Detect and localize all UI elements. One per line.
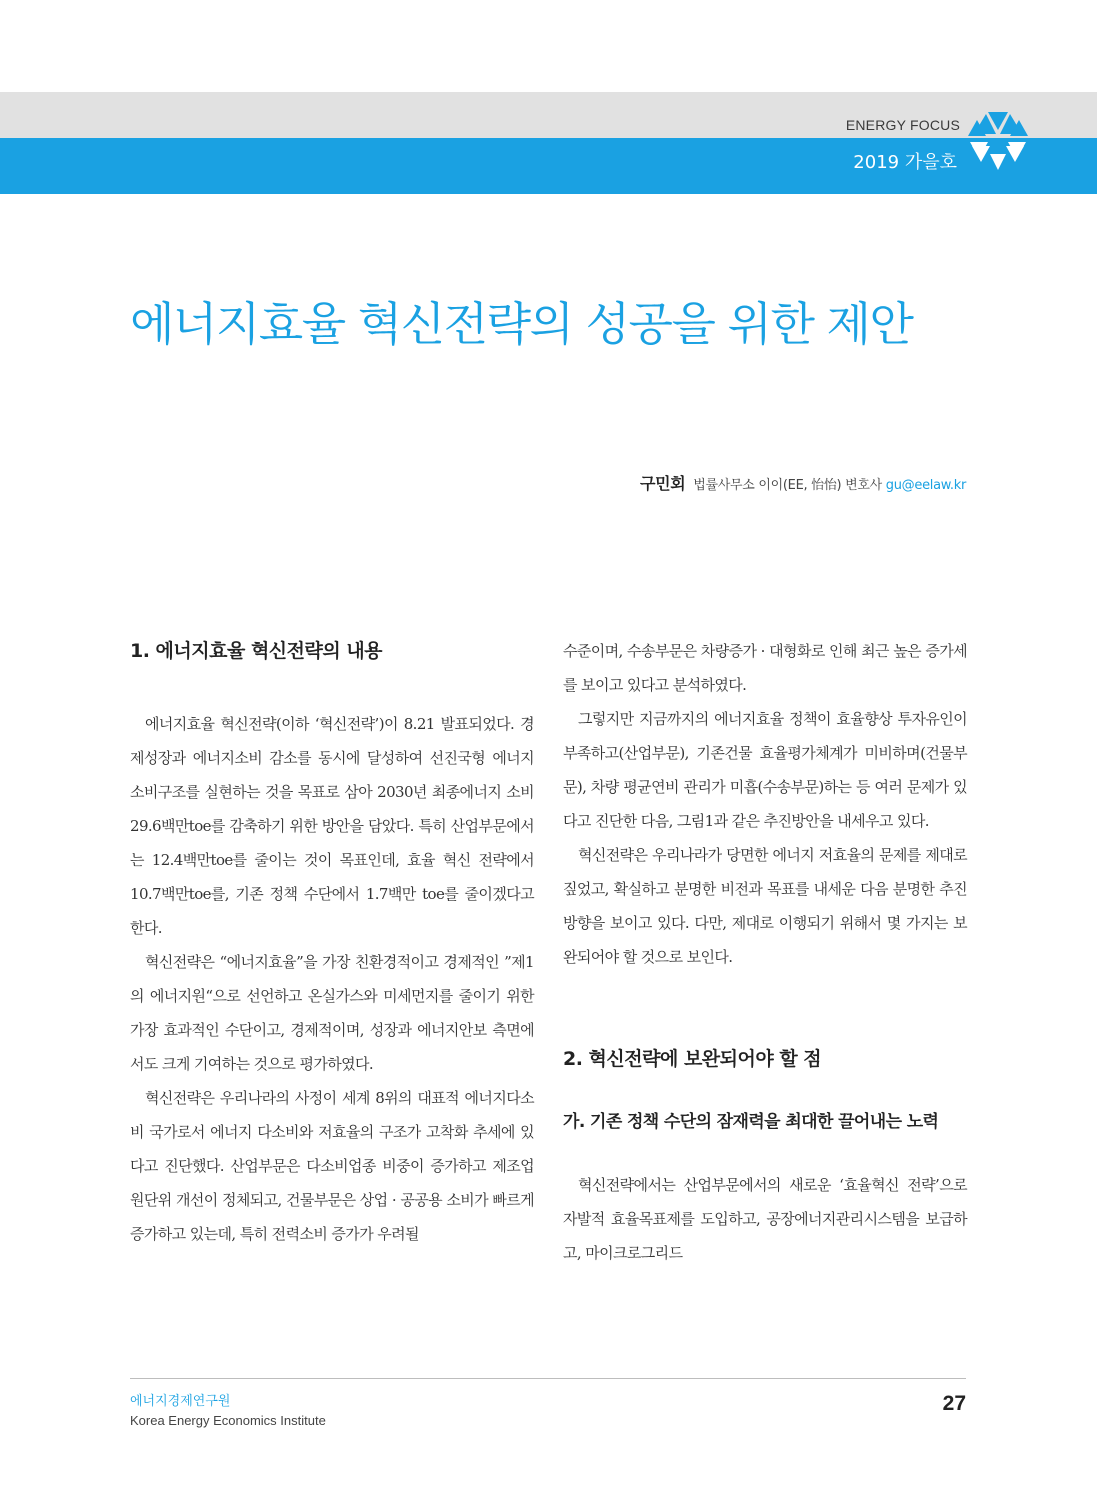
- section-1-heading: 1. 에너지효율 혁신전략의 내용: [130, 640, 383, 662]
- section-2-heading: 2. 혁신전략에 보완되어야 할 점: [563, 1048, 822, 1070]
- author-email[interactable]: gu@eelaw.kr: [885, 478, 966, 493]
- footer-org-english: Korea Energy Economics Institute: [130, 1413, 326, 1428]
- paragraph: 혁신전략에서는 산업부문에서의 새로운 ‘효율혁신 전략’으로 자발적 효율목표제를 도입하고, 공장에너지관리시스템을 보급하고, 마이크로그리드: [563, 1176, 967, 1262]
- paragraph: 혁신전략은 우리나라가 당면한 에너지 저효율의 문제를 제대로 짚었고, 확실하고 분명한 비전과 목표를 내세운 다음 분명한 추진 방향을 보이고 있다. 다만, 제대로 이행되기 위해서 몇 가지는 보완되어야 할 것으로 보인다.: [563, 846, 967, 966]
- author-affiliation: 법률사무소 이이(EE, 怡怡) 변호사: [693, 478, 882, 493]
- article-title: 에너지효율 혁신전략의 성공을 위한 제안: [130, 297, 913, 351]
- right-column: [563, 634, 967, 1270]
- triangles-logo-icon: [968, 110, 1028, 176]
- author-line: [640, 471, 966, 494]
- left-column: [130, 636, 534, 1251]
- paragraph: 그렇지만 지금까지의 에너지효율 정책이 효율향상 투자유인이 부족하고(산업부문), 기존건물 효율평가체계가 미비하며(건물부문), 차량 평균연비 관리가 미흡(수송부문)하는 등 여러 문제가 있다고 진단한 다음, 그림1과 같은 추진방안을 내세우고 있다.: [563, 710, 967, 830]
- footer-divider: [130, 1378, 966, 1379]
- paragraph: 수준이며, 수송부문은 차량증가 · 대형화로 인해 최근 높은 증가세를 보이고 있다고 분석하였다.: [563, 642, 967, 694]
- paragraph: 혁신전략은 우리나라의 사정이 세계 8위의 대표적 에너지다소비 국가로서 에너지 다소비와 저효율의 구조가 고착화 추세에 있다고 진단했다. 산업부문은 다소비업종 비중이 증가하고 제조업 원단위 개선이 정체되고, 건물부문은 상업 · 공공용 소비가 빠르게 증가하고 있는데, 특히 전력소비 증가가 우려될: [130, 1089, 534, 1243]
- subsection-a-heading: 가. 기존 정책 수단의 잠재력을 최대한 끌어내는 노력: [563, 1112, 939, 1132]
- paragraph: 에너지효율 혁신전략(이하 ‘혁신전략’)이 8.21 발표되었다. 경제성장과 에너지소비 감소를 동시에 달성하여 선진국형 에너지 소비구조를 실현하는 것을 목표로 삼아 2030년 최종에너지 소비 29.6백만toe를 감축하기 위한 방안을 담았다. 특히 산업부문에서는 12.4백만toe를 줄이는 것이 목표인데, 효율 혁신 전략에서 10.7백만toe를, 기존 정책 수단에서 1.7백만 toe를 줄이겠다고 한다.: [130, 715, 534, 937]
- author-name: 구민회: [639, 474, 686, 493]
- footer-org-korean: 에너지경제연구원: [130, 1394, 231, 1409]
- paragraph: 혁신전략은 “에너지효율”을 가장 친환경적이고 경제적인 ”제1의 에너지원“으로 선언하고 온실가스와 미세먼지를 줄이기 위한 가장 효과적인 수단이고, 경제적이며, 성장과 에너지안보 측면에서도 크게 기여하는 것으로 평가하였다.: [130, 953, 534, 1073]
- magazine-issue: 2019 가을호: [853, 152, 957, 173]
- page-number: 27: [942, 1392, 966, 1415]
- magazine-name: ENERGY FOCUS: [845, 117, 960, 133]
